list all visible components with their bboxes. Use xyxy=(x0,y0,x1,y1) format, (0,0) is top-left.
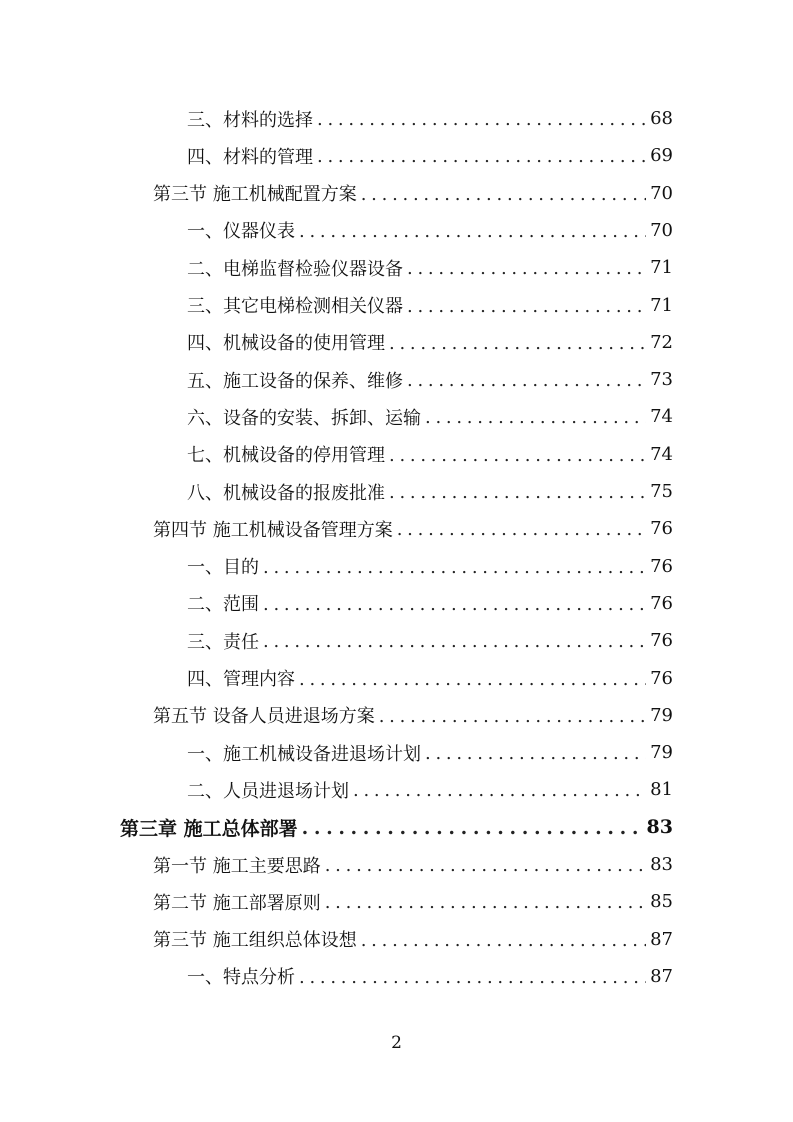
toc-entry-title: 第三章 施工总体部署 xyxy=(120,817,298,840)
toc-entry-title: 五、施工设备的保养、维修 xyxy=(187,370,403,392)
toc-entry-page-number: 79 xyxy=(650,742,673,764)
toc-entry-page-number: 79 xyxy=(650,704,673,726)
toc-entry-item[interactable] xyxy=(187,436,673,473)
toc-dot-leader xyxy=(407,370,646,391)
toc-entry-page-number: 76 xyxy=(650,630,673,652)
toc-entry-page-number: 81 xyxy=(650,779,673,801)
toc-entry-page-number: 73 xyxy=(650,369,673,391)
toc-entry-page-number: 83 xyxy=(650,854,673,875)
toc-entry-title: 八、机械设备的报废批准 xyxy=(187,482,385,504)
toc-entry-section[interactable] xyxy=(153,175,673,212)
toc-entry-title: 第三节 施工机械配置方案 xyxy=(153,184,357,206)
toc-entry-page-number: 75 xyxy=(650,481,673,502)
toc-dot-leader xyxy=(299,669,646,690)
toc-entry-title: 一、特点分析 xyxy=(187,967,295,989)
toc-entry-title: 三、责任 xyxy=(187,631,259,653)
toc-entry-page-number: 71 xyxy=(650,257,673,279)
toc-entry-title: 四、管理内容 xyxy=(187,669,295,690)
toc-entry-item[interactable] xyxy=(187,473,673,510)
toc-dot-leader xyxy=(353,780,646,801)
toc-dot-leader xyxy=(407,258,646,279)
toc-entry-section[interactable] xyxy=(153,921,673,958)
toc-entry-title: 一、施工机械设备进退场计划 xyxy=(187,743,421,765)
toc-entry-item[interactable] xyxy=(187,771,673,808)
toc-dot-leader xyxy=(317,109,646,130)
toc-entry-title: 二、范围 xyxy=(187,594,259,616)
toc-entry-title: 第二节 施工部署原则 xyxy=(153,892,321,914)
toc-entry-title: 三、材料的选择 xyxy=(187,109,313,131)
toc-entry-page-number: 71 xyxy=(650,294,673,316)
toc-dot-leader xyxy=(299,967,646,988)
toc-entry-page-number: 76 xyxy=(650,667,673,689)
toc-dot-leader xyxy=(325,855,646,876)
toc-entry-title: 六、设备的安装、拆卸、运输 xyxy=(187,407,421,429)
toc-entry-title: 四、材料的管理 xyxy=(187,146,313,168)
toc-dot-leader xyxy=(317,146,646,167)
toc-entry-page-number: 70 xyxy=(650,182,673,204)
toc-entry-title: 一、仪器仪表 xyxy=(187,221,295,243)
toc-entry-title: 七、机械设备的停用管理 xyxy=(187,445,385,467)
toc-dot-leader xyxy=(397,519,646,540)
toc-entry-title: 四、机械设备的使用管理 xyxy=(187,333,385,355)
toc-entry-page-number: 85 xyxy=(650,891,673,913)
toc-entry-page-number: 72 xyxy=(650,331,673,353)
toc-dot-leader xyxy=(425,407,646,428)
toc-entry-title: 二、人员进退场计划 xyxy=(187,780,349,802)
toc-entry-item[interactable] xyxy=(187,548,673,585)
toc-entry-page-number: 76 xyxy=(650,555,673,577)
toc-dot-leader xyxy=(361,184,646,205)
toc-entry-page-number: 83 xyxy=(646,816,673,839)
toc-dot-leader xyxy=(263,594,646,615)
toc-entry-item[interactable] xyxy=(187,100,673,137)
toc-entry-item[interactable] xyxy=(187,398,673,435)
toc-entry-item[interactable] xyxy=(187,361,673,398)
toc-dot-leader xyxy=(263,631,646,652)
toc-entry-item[interactable] xyxy=(187,249,673,286)
toc-entry-page-number: 76 xyxy=(650,592,673,614)
toc-entry-page-number: 87 xyxy=(650,965,673,987)
toc-dot-leader xyxy=(379,706,646,727)
toc-dot-leader xyxy=(389,482,646,503)
toc-entry-item[interactable] xyxy=(187,324,673,361)
toc-entry-title: 第三节 施工组织总体设想 xyxy=(153,930,357,952)
toc-entry-item[interactable] xyxy=(187,734,673,771)
toc-dot-leader xyxy=(361,930,646,951)
toc-entry-title: 第五节 设备人员进退场方案 xyxy=(153,706,375,728)
toc-entry-item[interactable] xyxy=(187,622,673,659)
toc-entry-page-number: 87 xyxy=(650,928,673,950)
toc-dot-leader xyxy=(407,296,646,317)
toc-entry-section[interactable] xyxy=(153,883,673,920)
toc-entry-section[interactable] xyxy=(153,697,673,734)
toc-dot-leader xyxy=(299,221,646,242)
toc-dot-leader xyxy=(425,743,646,764)
toc-entry-page-number: 74 xyxy=(650,406,673,428)
toc-entry-title: 三、其它电梯检测相关仪器 xyxy=(187,296,403,317)
toc-entry-item[interactable] xyxy=(187,958,673,995)
toc-entry-title: 二、电梯监督检验仪器设备 xyxy=(187,258,403,280)
toc-dot-leader xyxy=(389,445,646,466)
toc-entry-page-number: 70 xyxy=(650,219,673,241)
toc-dot-leader xyxy=(389,333,646,354)
toc-entry-page-number: 76 xyxy=(650,518,673,540)
toc-entry-section[interactable] xyxy=(153,846,673,883)
toc-entry-chapter[interactable] xyxy=(120,809,673,846)
toc-entry-page-number: 68 xyxy=(650,108,673,129)
toc-dot-leader xyxy=(263,557,646,578)
toc-entry-page-number: 74 xyxy=(650,443,673,465)
toc-entry-item[interactable] xyxy=(187,660,673,697)
toc-entry-page-number: 69 xyxy=(650,145,673,167)
toc-entry-title: 一、目的 xyxy=(187,557,259,579)
toc-dot-leader xyxy=(302,817,643,839)
toc-entry-item[interactable] xyxy=(187,287,673,324)
toc-entry-item[interactable] xyxy=(187,137,673,174)
toc-entry-item[interactable] xyxy=(187,585,673,622)
page-number: 2 xyxy=(391,1033,402,1053)
toc-entry-section[interactable] xyxy=(153,510,673,547)
toc-entry-title: 第一节 施工主要思路 xyxy=(153,855,321,877)
toc-entry-title: 第四节 施工机械设备管理方案 xyxy=(153,519,393,541)
toc-entry-item[interactable] xyxy=(187,212,673,249)
toc-dot-leader xyxy=(325,892,646,913)
